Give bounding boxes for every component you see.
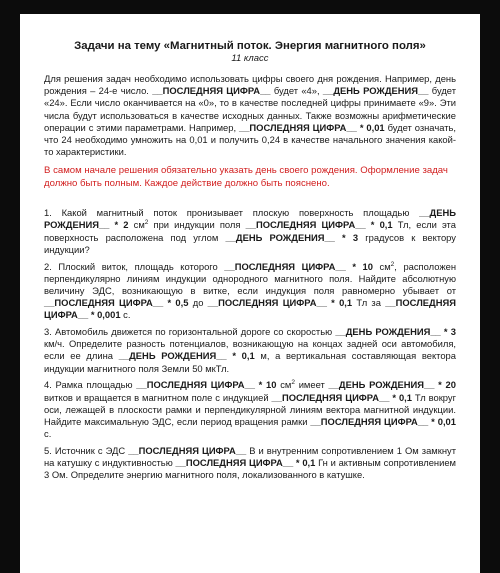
task-1: 1. Какой магнитный поток пронизывает плоскую поверхность площадью __ДЕНЬ РОЖДЕНИЯ__ * 2 $см^2$ при индукции поля __ПОСЛЕДНЯЯ ЦИФРА__ * 0,1 Тл, если эта поверхность расположена под углом __ДЕНЬ РОЖДЕНИЯ__ * 3 градусов к вектору индукции? <box>44 207 456 255</box>
intro-paragraph: Для решения задач необходимо использовать цифры своего дня рождения. Например, день рождения – 24-е число. __ПОСЛЕДНЯЯ ЦИФРА__ будет «4», __ДЕНЬ РОЖДЕНИЯ__ будет «24». Если число оканчивается на «0», то в качестве последней цифры принимаете «9». Эти числа будут использоваться в качестве исходных данных. Также возможны арифметические операции с этими параметрами. Например, __ПОСЛЕДНЯЯ ЦИФРА__ * 0,01 будет означать, что 24 необходимо умножить на 0,01 и получить 0,24 в качестве начального значения какой-то характеристики. <box>44 73 456 158</box>
document-page <box>20 14 480 573</box>
page-subtitle: 11 класс <box>231 53 269 64</box>
task-4: 4. Рамка площадью __ПОСЛЕДНЯЯ ЦИФРА__ * 10 $см^2$ имеет __ДЕНЬ РОЖДЕНИЯ__ * 20 витков и вращается в магнитном поле с индукцией __ПОСЛЕДНЯЯ ЦИФРА__ * 0,1 Тл вокруг оси, лежащей в плоскости рамки и перпендикулярной линиям вектора магнитной индукции. Найдите максимальную ЭДС, если период вращения рамки __ПОСЛЕДНЯЯ ЦИФРА__ * 0,01 с. <box>44 379 457 440</box>
page-title: Задачи на тему «Магнитный поток. Энергия магнитного поля» <box>74 40 426 52</box>
task-5: 5. Источник с ЭДС __ПОСЛЕДНЯЯ ЦИФРА__ В и внутренним сопротивлением 1 Ом замкнут на катушку с индуктивностью __ПОСЛЕДНЯЯ ЦИФРА__ * 0,1 Гн и активным сопротивлением 3 Ом. Определите энергию магнитного поля, локализованного в катушке. <box>44 444 456 481</box>
task-list <box>44 207 456 481</box>
warning-note: В самом начале решения обязательно указать день своего рождения. Оформление задач должно быть полным. Каждое действие должно быть пояснено. <box>44 165 448 189</box>
task-2: 2. Плоский виток, площадь которого __ПОСЛЕДНЯЯ ЦИФРА__ * 10 $см^2$, расположен перпендикулярно линиям индукции однородного магнитного поля. Найдите абсолютную величину ЭДС, возникающую в витке, если индукция поля равномерно убывает от __ПОСЛЕДНЯЯ ЦИФРА__ * 0,5 до __ПОСЛЕДНЯЯ ЦИФРА__ * 0,1 Тл за __ПОСЛЕДНЯЯ ЦИФРА__ * 0,001 с. <box>44 260 456 321</box>
task-3: 3. Автомобиль движется по горизонтальной дороге со скоростью __ДЕНЬ РОЖДЕНИЯ__ * 3 км/ч. Определите разность потенциалов, возникающую на концах задней оси автомобиля, если ее длина __ДЕНЬ РОЖДЕНИЯ__ * 0,1 м, а вертикальная составляющая вектора индукции магнитного поля Земли 50 мкТл. <box>44 326 456 374</box>
